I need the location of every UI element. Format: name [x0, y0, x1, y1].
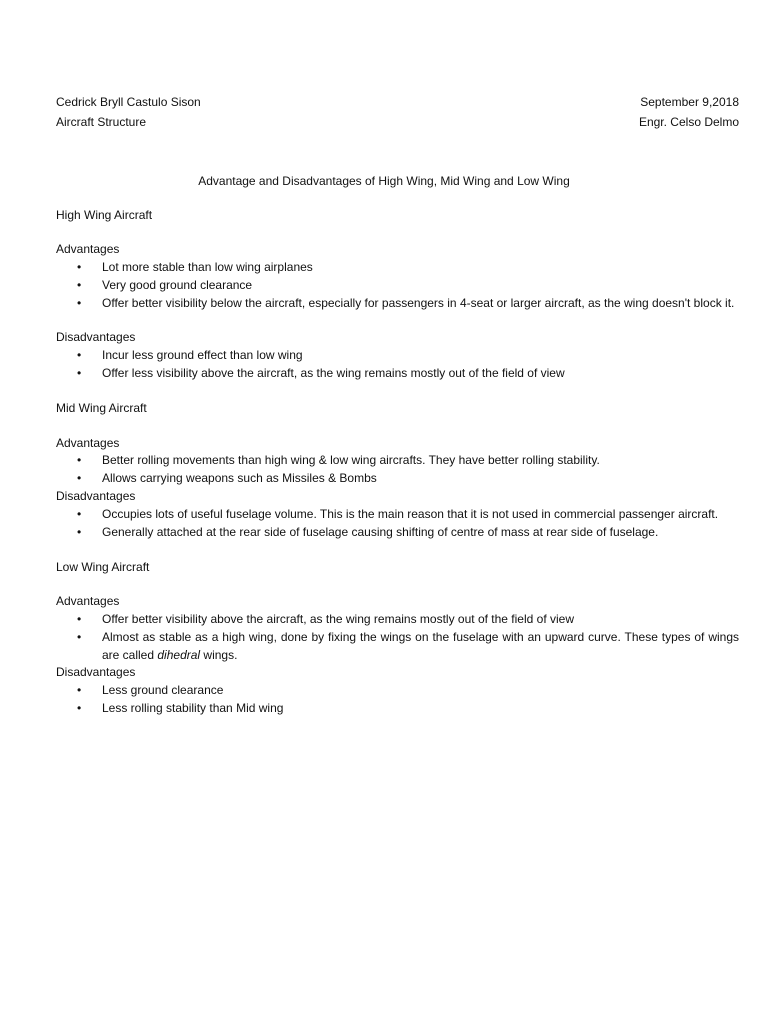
- list-item-text: Less rolling stability than Mid wing: [102, 701, 284, 715]
- list-item-text: Offer better visibility below the aircraft, especially for passengers in 4-seat or larger aircraft, as the wing doesn't block it.: [102, 296, 735, 310]
- list-item: [56, 451, 739, 469]
- bullet-icon: •: [77, 525, 82, 539]
- advantages-list: [56, 610, 739, 664]
- section-heading-mid-wing: Mid Wing Aircraft: [56, 401, 147, 415]
- bullet-icon: •: [77, 471, 82, 485]
- list-item-text: Generally attached at the rear side of fuselage causing shifting of centre of mass at rear side of fuselage.: [102, 525, 659, 539]
- list-item: [56, 364, 739, 382]
- advantages-label: Advantages: [56, 242, 120, 256]
- document-date: September 9,2018: [640, 95, 739, 109]
- list-item: [56, 469, 739, 487]
- list-item-text: Less ground clearance: [102, 683, 224, 697]
- header-row-1: [56, 93, 739, 111]
- list-item-text: Offer better visibility above the aircraft, as the wing remains mostly out of the field of view: [102, 612, 574, 626]
- advantages-label: Advantages: [56, 436, 120, 450]
- bullet-icon: •: [77, 507, 82, 521]
- advantages-list: [56, 451, 739, 487]
- list-item-text: Lot more stable than low wing airplanes: [102, 260, 313, 274]
- disadvantages-label: Disadvantages: [56, 330, 136, 344]
- list-item: [56, 628, 739, 664]
- disadvantages-label: Disadvantages: [56, 489, 136, 503]
- instructor-name: Engr. Celso Delmo: [638, 115, 739, 129]
- bullet-icon: •: [77, 260, 82, 274]
- list-item-text: Incur less ground effect than low wing: [102, 348, 303, 362]
- list-item-text: Allows carrying weapons such as Missiles & Bombs: [102, 471, 377, 485]
- list-item: [56, 523, 739, 541]
- list-item-text: Occupies lots of useful fuselage volume. This is the main reason that it is not used in commercial passenger aircraft.: [102, 507, 719, 521]
- text-after-italic: wings.: [200, 648, 238, 662]
- list-item: [56, 610, 739, 628]
- list-item: [56, 276, 739, 294]
- course-name: Aircraft Structure: [56, 115, 147, 129]
- list-item-text: [102, 630, 739, 662]
- bullet-icon: •: [77, 278, 82, 292]
- section-heading-low-wing: Low Wing Aircraft: [56, 560, 150, 574]
- list-item: [56, 346, 739, 364]
- disadvantages-label: Disadvantages: [56, 665, 136, 679]
- list-item-text: Very good ground clearance: [102, 278, 253, 292]
- list-item: [56, 681, 739, 699]
- list-item: [56, 258, 739, 276]
- list-item: [56, 505, 739, 523]
- header-row-2: [56, 113, 739, 131]
- bullet-icon: •: [77, 296, 82, 310]
- disadvantages-list: [56, 346, 739, 382]
- bullet-icon: •: [77, 366, 82, 380]
- advantages-list: [56, 258, 739, 312]
- italic-term: dihedral: [157, 648, 201, 662]
- bullet-icon: •: [77, 630, 82, 644]
- list-item: [56, 699, 739, 717]
- disadvantages-list: [56, 505, 739, 541]
- author-name: Cedrick Bryll Castulo Sison: [56, 95, 201, 109]
- advantages-label: Advantages: [56, 594, 120, 608]
- bullet-icon: •: [77, 453, 82, 467]
- document-title: Advantage and Disadvantages of High Wing, Mid Wing and Low Wing: [198, 174, 570, 188]
- text-before-italic: Almost as stable as a high wing, done by fixing the wings on the fuselage with an upward curve. These types of wings are called: [102, 630, 739, 662]
- list-item-text: Better rolling movements than high wing & low wing aircrafts. They have better rolling stability.: [102, 453, 600, 467]
- bullet-icon: •: [77, 683, 82, 697]
- bullet-icon: •: [77, 348, 82, 362]
- section-heading-high-wing: High Wing Aircraft: [56, 208, 153, 222]
- bullet-icon: •: [77, 701, 82, 715]
- list-item: [56, 294, 739, 312]
- disadvantages-list: [56, 681, 739, 717]
- bullet-icon: •: [77, 612, 82, 626]
- list-item-text: Offer less visibility above the aircraft, as the wing remains mostly out of the field of view: [102, 366, 565, 380]
